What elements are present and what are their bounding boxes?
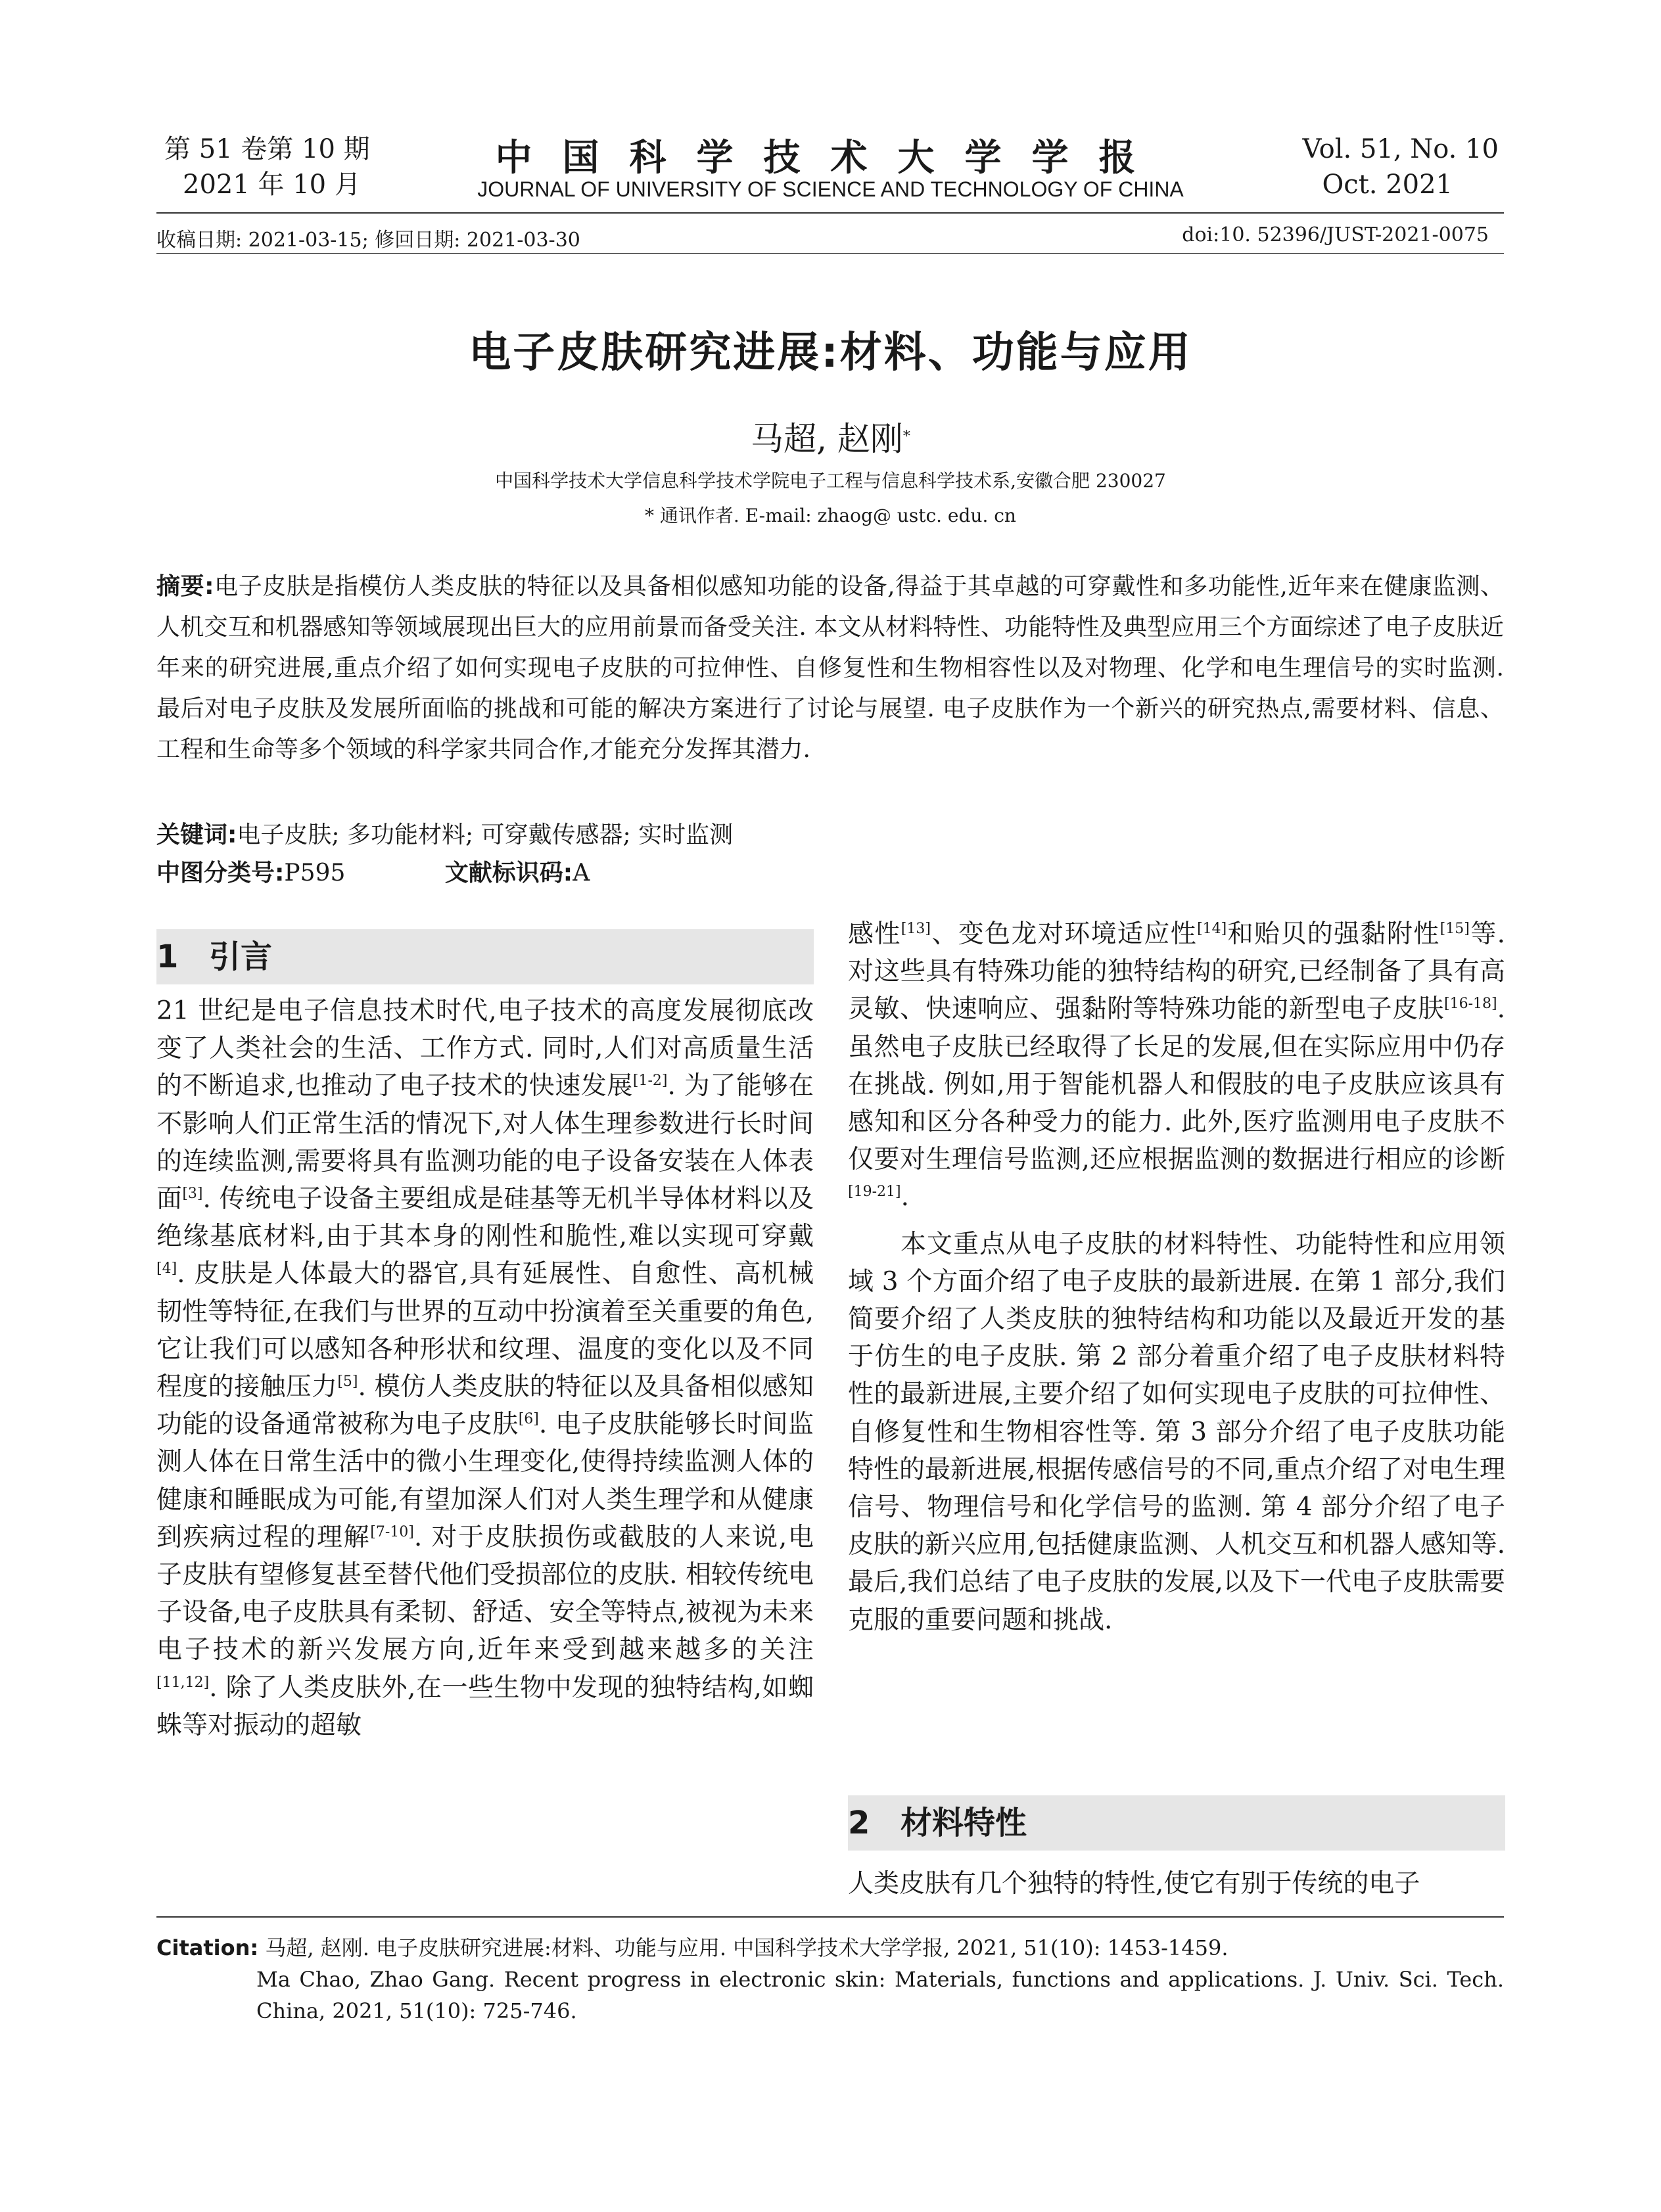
reference[interactable]: [11,12] — [156, 1674, 210, 1691]
abstract-label: 摘要: — [156, 573, 214, 600]
section-2-body — [848, 1865, 1505, 1902]
journal-title-en: JOURNAL OF UNIVERSITY OF SCIENCE AND TECHNOLOGY OF CHINA — [477, 177, 1184, 201]
affiliation: 中国科学技术大学信息科学技术学院电子工程与信息科学技术系,安徽合肥 230027 — [495, 470, 1166, 492]
volume-issue-en: Vol. 51, No. 10 — [1302, 134, 1499, 164]
abstract-text: 电子皮肤是指模仿人类皮肤的特征以及具备相似感知功能的设备,得益于其卓越的可穿戴性和多功能性,近年来在健康监测、人机交互和机器感知等领域展现出巨大的应用前景而备受关注. 本文从材料特性、功能特性及典型应用三个方面综述了电子皮肤近年来的研究进展,重点介绍了如何实现电子皮肤的可拉伸性、自修复性和生物相容性以及对物理、化学和电生理信号的实时监测. 最后对电子皮肤及发展所面临的挑战和可能的解决方案进行了讨论与展望. 电子皮肤作为一个新兴的研究热点,需要材料、信息、工程和生命等多个领域的科学家共同合作,才能充分发挥其潜力. — [156, 573, 1504, 763]
masthead-right — [1302, 131, 1499, 202]
section-heading-1 — [156, 929, 814, 984]
date-en: Oct. 2021 — [1322, 170, 1453, 200]
keywords-text: 电子皮肤; 多功能材料; 可穿戴传感器; 实时监测 — [237, 821, 734, 848]
authors — [0, 413, 1661, 460]
citation-label: Citation: — [156, 1935, 259, 1960]
volume-issue-cn: 第 51 卷第 10 期 — [164, 134, 370, 164]
correspondence: * 通讯作者. E-mail: zhaog@ ustc. edu. cn — [645, 505, 1016, 526]
right-column — [848, 915, 1505, 1639]
header-rule-lower — [156, 253, 1504, 254]
clc-value: P595 — [284, 860, 346, 887]
section-title: 引言 — [209, 938, 273, 975]
abstract — [156, 566, 1504, 770]
intro-paragraph-1: 21 世纪是电子信息技术时代,电子技术的高度发展彻底改变了人类社会的生活、工作方式. 同时,人们对高质量生活的不断追求,也推动了电子技术的快速发展[1-2]. 为了能够在不影响人们正常生活的情况下,对人体生理参数进行长时间的连续监测,需要将具有监测功能的电子设备安装在人体表面[3]. 传统电子设备主要组成是硅基等无机半导体材料以及绝缘基底材料,由于其本身的刚性和脆性,难以实现可穿戴[4]. 皮肤是人体最大的器官,具有延展性、自愈性、高机械韧性等特征,在我们与世界的互动中扮演着至关重要的角色,它让我们可以感知各种形状和纹理、温度的变化以及不同程度的接触压力[5]. 模仿人类皮肤的特征以及具备相似感知功能的设备通常被称为电子皮肤[6]. 电子皮肤能够长时间监测人体在日常生活中的微小生理变化,使得持续监测人体的健康和睡眠成为可能,有望加深人们对人类生理学和从健康到疾病过程的理解[7-10]. 对于皮肤损伤或截肢的人来说,电子皮肤有望修复甚至替代他们受损部位的皮肤. 相较传统电子设备,电子皮肤具有柔韧、舒适、安全等特点,被视为未来电子技术的新兴发展方向,近年来受到越来越多的关注[11,12]. 除了人类皮肤外,在一些生物中发现的独特结构,如蜘蛛等对振动的超敏 — [156, 996, 814, 1740]
author-names: 马超, 赵刚 — [751, 420, 903, 458]
reference[interactable]: [1-2] — [632, 1072, 668, 1090]
section-heading-2 — [848, 1795, 1505, 1851]
footer-rule — [156, 1916, 1504, 1918]
section-title: 材料特性 — [901, 1805, 1027, 1841]
keywords — [156, 816, 733, 850]
keywords-label: 关键词: — [156, 821, 237, 848]
citation-cn: 马超, 赵刚. 电子皮肤研究进展:材料、功能与应用. 中国科学技术大学学报, 2021, 51(10): 1453-1459. — [265, 1935, 1228, 1960]
section-number: 2 — [848, 1805, 870, 1841]
reference[interactable]: [5] — [337, 1373, 358, 1391]
intro-paragraph-2: 本文重点从电子皮肤的材料特性、功能特性和应用领域 3 个方面介绍了电子皮肤的最新进展. 在第 1 部分,我们简要介绍了人类皮肤的独特结构和功能以及最近开发的基于仿生的电子皮肤. 第 2 部分着重介绍了电子皮肤材料特性的最新进展,主要介绍了如何实现电子皮肤的可拉伸性、自修复性和生物相容性等. 第 3 部分介绍了电子皮肤功能特性的最新进展,根据传感信号的不同,重点介绍了对电生理信号、物理信号和化学信号的监测. 第 4 部分介绍了电子皮肤的新兴应用,包括健康监测、人机交互和机器人感知等. 最后,我们总结了电子皮肤的发展,以及下一代电子皮肤需要克服的重要问题和挑战. — [848, 1229, 1505, 1635]
corresponding-mark: * — [902, 428, 910, 445]
classification — [156, 854, 590, 888]
citation-en: Ma Chao, Zhao Gang. Recent progress in electronic skin: Materials, functions and applications. J. Univ. Sci. Tech. China, 2021, 51(10): 725-746. — [256, 1967, 1504, 2023]
doi: doi:10. 52396/JUST-2021-0075 — [1182, 223, 1489, 246]
reference[interactable]: [16-18] — [1444, 996, 1497, 1013]
reference[interactable]: [19-21] — [848, 1184, 901, 1201]
citation — [156, 1932, 1504, 2027]
header-rule — [156, 212, 1504, 214]
reference[interactable]: [13] — [901, 921, 931, 937]
reference[interactable]: [6] — [518, 1411, 539, 1428]
date-cn: 2021 年 10 月 — [183, 170, 361, 200]
reference[interactable]: [15] — [1439, 921, 1470, 937]
journal-title-cn: 中国科学技术大学学报 — [495, 136, 1166, 179]
reference[interactable]: [14] — [1197, 921, 1227, 937]
left-column — [156, 992, 814, 1744]
article-title: 电子皮肤研究进展:材料、功能与应用 — [469, 329, 1192, 377]
reference[interactable]: [3] — [182, 1186, 203, 1203]
reference[interactable]: [7-10] — [370, 1523, 414, 1540]
received-dates: 收稿日期: 2021-03-15; 修回日期: 2021-03-30 — [156, 229, 580, 252]
clc-label: 中图分类号: — [156, 860, 285, 887]
reference[interactable]: [4] — [156, 1260, 177, 1278]
section-2-paragraph: 人类皮肤有几个独特的特性,使它有别于传统的电子 — [848, 1869, 1420, 1899]
doc-code-value: A — [573, 860, 590, 887]
doc-code-label: 文献标识码: — [444, 860, 573, 887]
intro-paragraph-1-cont: 感性[13]、变色龙对环境适应性[14]和贻贝的强黏附性[15]等. 对这些具有特殊功能的独特结构的研究,已经制备了具有高灵敏、快速响应、强黏附等特殊功能的新型电子皮肤[16-18]. 虽然电子皮肤已经取得了长足的发展,但在实际应用中仍存在挑战. 例如,用于智能机器人和假肢的电子皮肤应该具有感知和区分各种受力的能力. 此外,医疗监测用电子皮肤不仅要对生理信号监测,还应根据监测的数据进行相应的诊断[19-21]. — [848, 919, 1505, 1212]
section-number: 1 — [156, 938, 179, 975]
